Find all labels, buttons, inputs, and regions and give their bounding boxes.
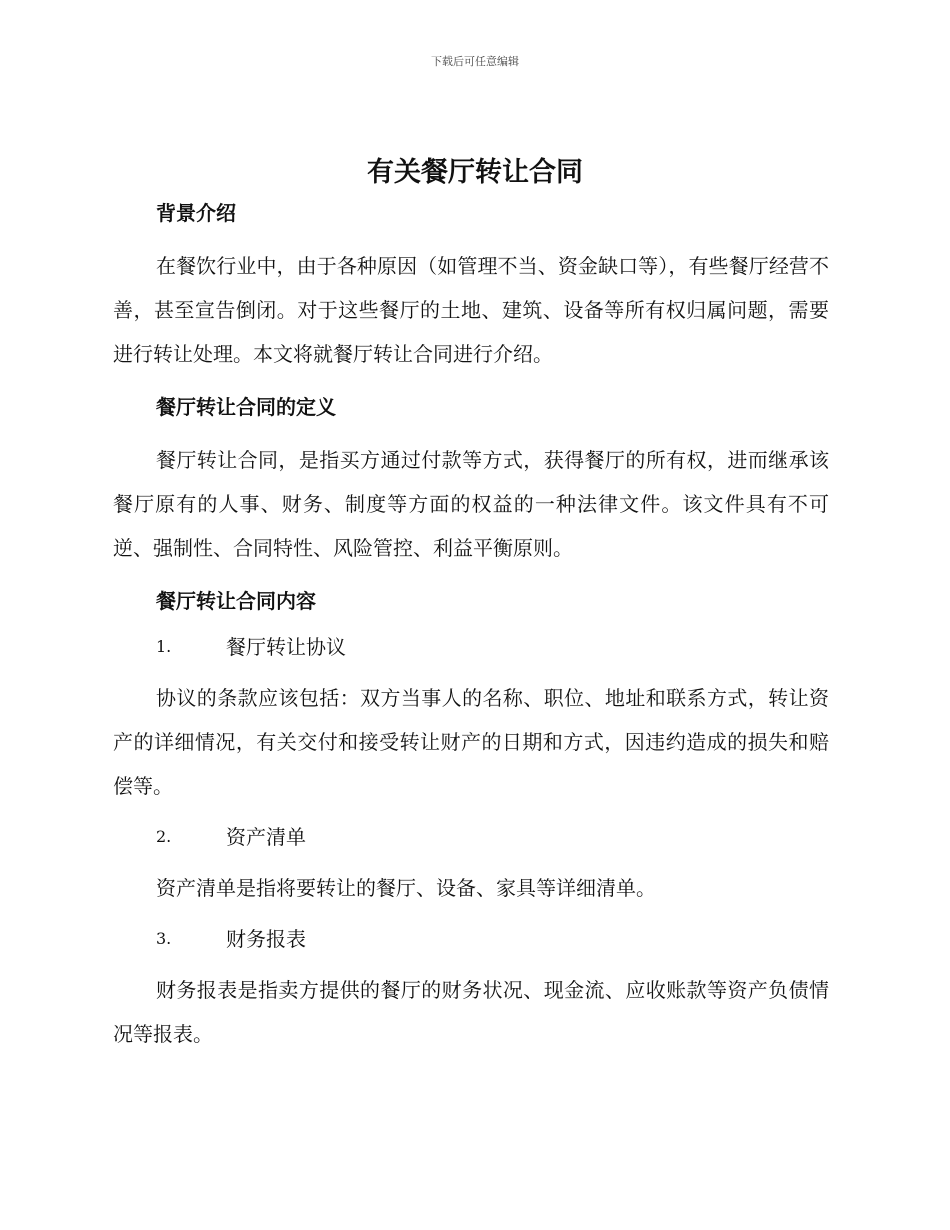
list-item-number: 3. <box>156 929 172 948</box>
list-item <box>113 632 829 662</box>
list-item <box>113 924 829 954</box>
list-item-paragraph: 资产清单是指将要转让的餐厅、设备、家具等详细清单。 <box>156 876 656 900</box>
page-header: 下载后可任意编辑 <box>431 55 519 68</box>
list-item-number: 2. <box>156 827 172 846</box>
list-item <box>113 822 829 852</box>
list-item-label: 资产清单 <box>226 825 306 849</box>
list-item-paragraph: 协议的条款应该包括：双方当事人的名称、职位、地址和联系方式，转让资产的详细情况，有关交付和接受转让财产的日期和方式，因违约造成的损失和赔偿等。 <box>113 686 829 798</box>
document-body <box>113 196 829 1056</box>
paragraph-background: 在餐饮行业中，由于各种原因（如管理不当、资金缺口等），有些餐厅经营不善，甚至宣告倒闭。对于这些餐厅的土地、建筑、设备等所有权归属问题，需要进行转让处理。本文将就餐厅转让合同进行介绍。 <box>113 254 829 366</box>
list-item-number: 1. <box>156 637 172 656</box>
section-heading-background: 背景介绍 <box>156 201 236 225</box>
section-heading-content: 餐厅转让合同内容 <box>156 589 316 613</box>
list-item-paragraph: 财务报表是指卖方提供的餐厅的财务状况、现金流、应收账款等资产负债情况等报表。 <box>113 978 829 1046</box>
list-item-label: 财务报表 <box>226 927 306 951</box>
section-heading-definition: 餐厅转让合同的定义 <box>156 395 336 419</box>
list-item-label: 餐厅转让协议 <box>226 635 346 659</box>
document-title: 有关餐厅转让合同 <box>367 157 583 188</box>
paragraph-definition: 餐厅转让合同，是指买方通过付款等方式，获得餐厅的所有权，进而继承该餐厅原有的人事、财务、制度等方面的权益的一种法律文件。该文件具有不可逆、强制性、合同特性、风险管控、利益平衡原则。 <box>113 448 829 560</box>
